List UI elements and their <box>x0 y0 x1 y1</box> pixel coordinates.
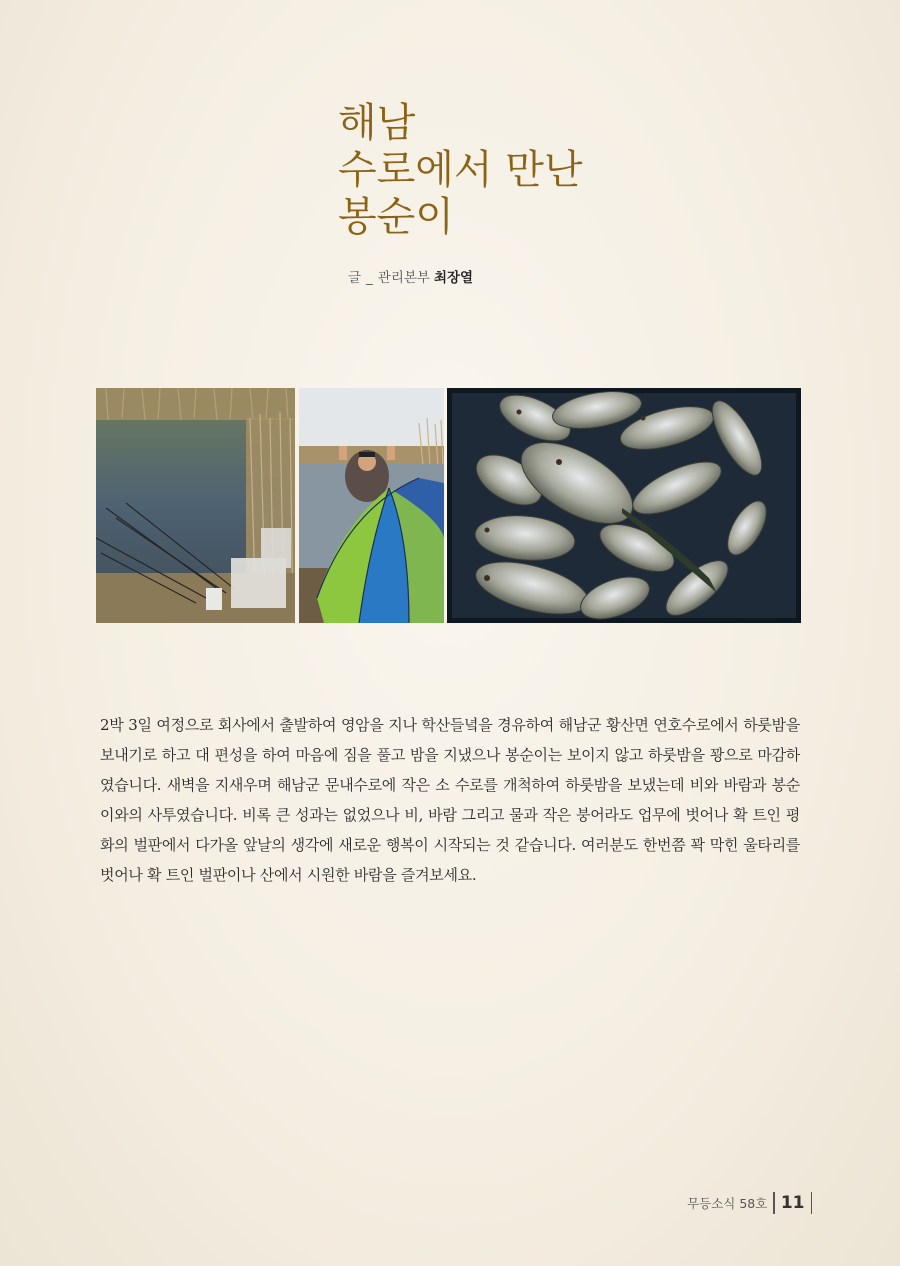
title-line-1: 해남 <box>338 100 416 146</box>
byline-separator: _ <box>366 270 373 286</box>
publication-name: 무등소식 58호 <box>687 1196 768 1211</box>
photo-angler-umbrella <box>299 388 444 623</box>
byline <box>348 266 473 286</box>
byline-prefix: 글 <box>348 270 362 286</box>
page-footer <box>687 1192 818 1214</box>
byline-author: 최장열 <box>433 270 474 286</box>
article-title <box>338 100 583 241</box>
photo-fish-catch <box>447 388 801 623</box>
article-body: 2박 3일 여정으로 회사에서 출발하여 영암을 지나 학산들녘을 경유하여 해남군 황산면 연호수로에서 하룻밤을 보내기로 하고 대 편성을 하여 마음에 짐을 풀고 밤을 지냈으나 봉순이는 보이지 않고 하룻밤을 꽝으로 마감하였습니다. 새벽을 지새우며 해남군 문내수로에 작은 소 수로를 개척하여 하룻밤을 보냈는데 비와 바람과 봉순이와의 사투였습니다. 비록 큰 성과는 없었으나 비, 바람 그리고 물과 작은 붕어라도 업무에 벗어나 확 트인 평화의 벌판에서 다가올 앞날의 생각에 새로운 행복이 시작되는 것 같습니다. 여러분도 한번쯤 꽉 막힌 울타리를 벗어나 확 트인 벌판이나 산에서 시원한 바람을 즐겨보세요. <box>100 716 800 884</box>
page-number: 11 <box>780 1193 805 1213</box>
photo-reed-waterway <box>96 388 295 623</box>
title-line-2: 수로에서 만난 <box>338 147 583 193</box>
byline-department: 관리본부 <box>377 270 430 286</box>
footer-divider-right <box>811 1192 813 1214</box>
title-line-3: 봉순이 <box>338 194 454 240</box>
footer-divider <box>773 1192 775 1214</box>
